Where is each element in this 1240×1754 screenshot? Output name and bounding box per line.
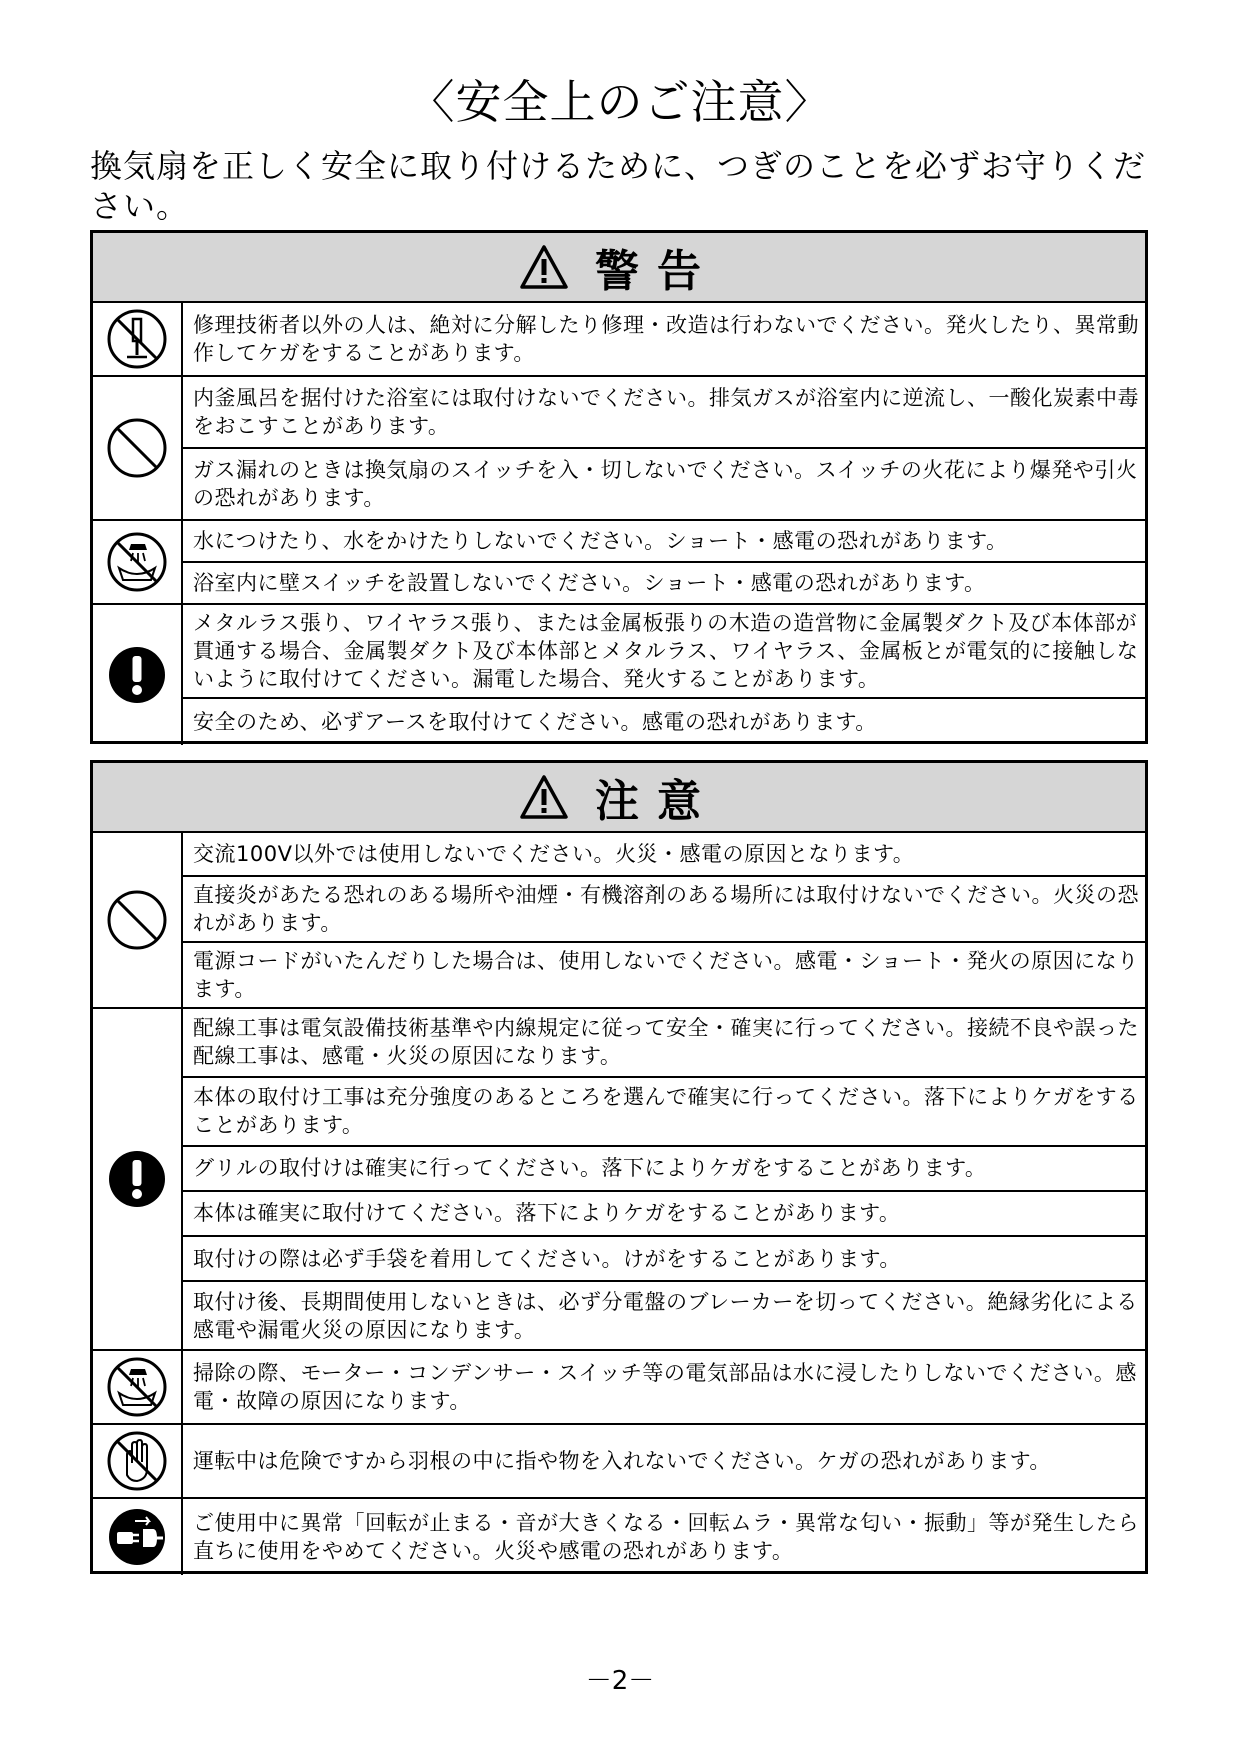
- warning-item: 安全のため、必ずアースを取付けてください。感電の恐れがあります。: [183, 697, 1145, 745]
- caution-group: [93, 1349, 1145, 1423]
- symbol-cell: [93, 1009, 183, 1349]
- warning-heading: 警告: [595, 246, 719, 297]
- unplug-icon: [105, 1505, 169, 1569]
- prohibition-icon: [105, 416, 169, 480]
- symbol-cell: [93, 833, 183, 1007]
- mandatory-icon: [105, 1147, 169, 1211]
- item-list: [183, 1351, 1145, 1423]
- warning-item: 修理技術者以外の人は、絶対に分解したり修理・改造は行わないでください。発火したり、異常動作してケガをすることがあります。: [193, 313, 1139, 365]
- no-water-icon: [105, 1355, 169, 1419]
- caution-group: [93, 1423, 1145, 1497]
- symbol-cell: [93, 1499, 183, 1575]
- page-title: 〈安全上のご注意〉: [408, 75, 832, 129]
- caution-item: 電源コードがいたんだりした場合は、使用しないでください。感電・ショート・発火の原因になります。: [183, 941, 1145, 1007]
- warning-item: 内釜風呂を据付けた浴室には取付けないでください。排気ガスが浴室内に逆流し、一酸化炭素中毒をおこすことがあります。: [193, 386, 1139, 438]
- symbol-cell: [93, 303, 183, 375]
- warning-item: 浴室内に壁スイッチを設置しないでください。ショート・感電の恐れがあります。: [183, 561, 1145, 603]
- no-disassembly-icon: [105, 307, 169, 371]
- intro-text: 換気扇を正しく安全に取り付けるために、つぎのことを必ずお守りください。: [90, 147, 1147, 225]
- warning-header: [93, 233, 1145, 303]
- caution-item: 取付けの際は必ず手袋を着用してください。けがをすることがあります。: [183, 1235, 1145, 1280]
- warning-group: [93, 375, 1145, 519]
- caution-item: 配線工事は電気設備技術基準や内線規定に従って安全・確実に行ってください。接続不良や誤った配線工事は、感電・火災の原因になります。: [193, 1016, 1139, 1069]
- warning-group: [93, 303, 1145, 375]
- page-number: －2－: [585, 1666, 655, 1696]
- caution-header: [93, 763, 1145, 833]
- warning-triangle-icon: [519, 774, 569, 820]
- caution-item: グリルの取付けは確実に行ってください。落下によりケガをすることがあります。: [183, 1145, 1145, 1190]
- caution-item: 掃除の際、モーター・コンデンサー・スイッチ等の電気部品は水に浸したりしないでください。感電・故障の原因になります。: [193, 1361, 1137, 1413]
- caution-box: [90, 760, 1148, 1574]
- caution-group: [93, 1007, 1145, 1349]
- warning-item: ガス漏れのときは換気扇のスイッチを入・切しないでください。スイッチの火花により爆発や引火の恐れがあります。: [183, 447, 1145, 519]
- warning-triangle-icon: [519, 244, 569, 290]
- warning-groups: [93, 303, 1145, 745]
- item-list: [183, 377, 1145, 519]
- item-list: [183, 521, 1145, 603]
- caution-group: [93, 833, 1145, 1007]
- caution-item: 本体の取付け工事は充分強度のあるところを選んで確実に行ってください。落下によりケガをすることがあります。: [183, 1076, 1145, 1145]
- symbol-cell: [93, 377, 183, 519]
- item-list: [183, 1009, 1145, 1349]
- warning-item: メタルラス張り、ワイヤラス張り、または金属板張りの木造の造営物に金属製ダクト及び本体部が貫通する場合、金属製ダクト及び本体部とメタルラス、ワイヤラス、金属板とが電気的に接触しないように取付けてください。漏電した場合、発火することがあります。: [193, 611, 1139, 691]
- symbol-cell: [93, 1425, 183, 1497]
- caution-groups: [93, 833, 1145, 1575]
- no-water-icon: [105, 530, 169, 594]
- symbol-cell: [93, 1351, 183, 1423]
- warning-box: [90, 230, 1148, 744]
- caution-item: 交流100V以外では使用しないでください。火災・感電の原因となります。: [193, 841, 915, 866]
- caution-item: 本体は確実に取付けてください。落下によりケガをすることがあります。: [183, 1190, 1145, 1235]
- symbol-cell: [93, 521, 183, 603]
- item-list: [183, 833, 1145, 1007]
- warning-group: [93, 519, 1145, 603]
- warning-item: 水につけたり、水をかけたりしないでください。ショート・感電の恐れがあります。: [193, 529, 1008, 553]
- warning-group: [93, 603, 1145, 745]
- prohibition-icon: [105, 888, 169, 952]
- mandatory-icon: [105, 643, 169, 707]
- caution-item: 取付け後、長期間使用しないときは、必ず分電盤のブレーカーを切ってください。絶縁劣化による感電や漏電火災の原因になります。: [183, 1280, 1145, 1349]
- item-list: [183, 303, 1145, 375]
- item-list: [183, 1425, 1145, 1497]
- caution-item: 直接炎があたる恐れのある場所や油煙・有機溶剤のある場所には取付けないでください。火災の恐れがあります。: [183, 875, 1145, 941]
- symbol-cell: [93, 605, 183, 745]
- caution-group: [93, 1497, 1145, 1575]
- caution-heading: 注意: [595, 776, 719, 827]
- no-touch-icon: [105, 1429, 169, 1493]
- item-list: [183, 605, 1145, 745]
- item-list: [183, 1499, 1145, 1575]
- caution-item: 運転中は危険ですから羽根の中に指や物を入れないでください。ケガの恐れがあります。: [193, 1449, 1051, 1473]
- caution-item: ご使用中に異常「回転が止まる・音が大きくなる・回転ムラ・異常な匂い・振動」等が発生したら直ちに使用をやめてください。火災や感電の恐れがあります。: [193, 1511, 1139, 1563]
